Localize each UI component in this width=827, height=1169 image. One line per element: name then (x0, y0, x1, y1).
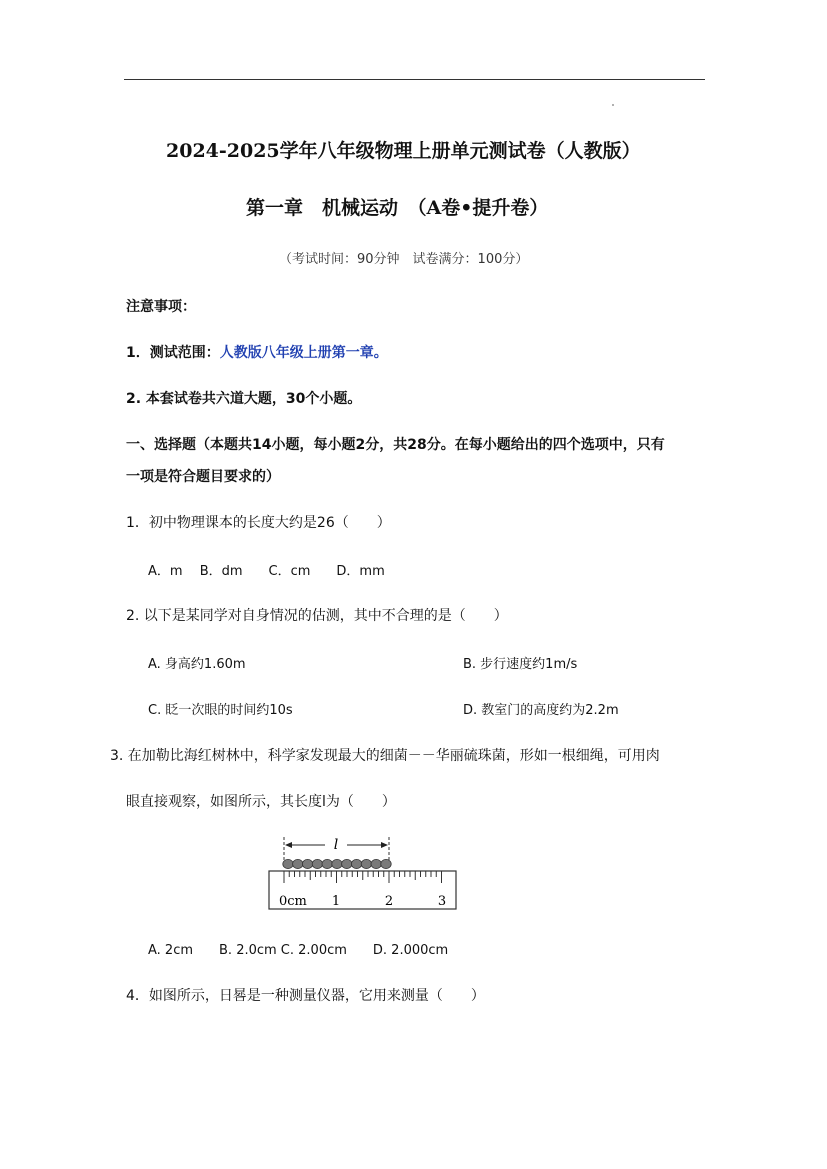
ruler-label-3: 3 (437, 894, 447, 909)
question-3-stem-line2: 眼直接观察，如图所示，其长度l为（ ） (126, 794, 396, 810)
bacterium-segment (361, 859, 371, 868)
bacterium-segment (371, 859, 381, 868)
notes-item-1-value: 人教版八年级上册第一章。 (219, 345, 388, 361)
page-mark (612, 104, 614, 106)
question-3-options: A. 2cm B. 2.0cm C. 2.00cm D. 2.000cm (148, 943, 449, 958)
question-3-stem-line1: 3. 在加勒比海红树林中，科学家发现最大的细菌－－华丽硫珠菌，形如一根细绳，可用肉 (110, 748, 660, 764)
bacterium-segment (351, 859, 361, 868)
header-rule (124, 79, 705, 80)
bacterium-segment (322, 859, 332, 868)
question-1-stem: 1．初中物理课本的长度大约是26（ ） (126, 515, 391, 531)
ruler-label-2: 2 (384, 894, 394, 909)
section-1-heading-line1: 一、选择题（本题共14小题，每小题2分，共28分。在每小题给出的四个选项中，只有 (126, 437, 665, 453)
section-1-heading-line2: 一项是符合题目要求的） (126, 469, 280, 485)
length-label: l (333, 837, 339, 853)
notes-item-1-prefix: 1．测试范围： (126, 345, 220, 361)
exam-info: （考试时间：90分钟 试卷满分：100分） (279, 252, 529, 267)
notes-heading: 注意事项： (126, 299, 196, 315)
question-1-options: A．m B．dm C．cm D．mm (148, 564, 385, 579)
bacterium-segment (283, 859, 293, 868)
bacterium-segment (293, 859, 303, 868)
question-2-option-b: B. 步行速度约1m/s (463, 657, 578, 672)
question-2-stem: 2. 以下是某同学对自身情况的估测，其中不合理的是（ ） (126, 608, 508, 624)
length-arrowhead-right (381, 842, 388, 848)
exam-title: 2024-2025学年八年级物理上册单元测试卷（人教版） (166, 140, 641, 162)
question-2-option-c: C. 眨一次眼的时间约10s (148, 703, 293, 718)
bacterium-segment (312, 859, 322, 868)
question-4-stem: 4．如图所示，日晷是一种测量仪器，它用来测量（ ） (126, 988, 485, 1004)
notes-item-1 (126, 342, 388, 362)
question-2-option-a: A. 身高约1.60m (148, 657, 246, 672)
ruler-label-1: 1 (331, 894, 341, 909)
ruler-label-0: 0cm (279, 894, 307, 909)
bacterium-segment (381, 859, 391, 868)
notes-item-2: 2. 本套试卷共六道大题，30个小题。 (126, 391, 362, 407)
length-arrowhead-left (285, 842, 292, 848)
bacterium-segment (332, 859, 342, 868)
bacterium-segment (302, 859, 312, 868)
bacterium-segment (342, 859, 352, 868)
question-2-option-d: D. 教室门的高度约为2.2m (463, 703, 619, 718)
ruler-figure (265, 833, 461, 913)
bacterium-chain (283, 859, 391, 868)
chapter-title: 第一章 机械运动 （A卷•提升卷） (246, 197, 549, 219)
